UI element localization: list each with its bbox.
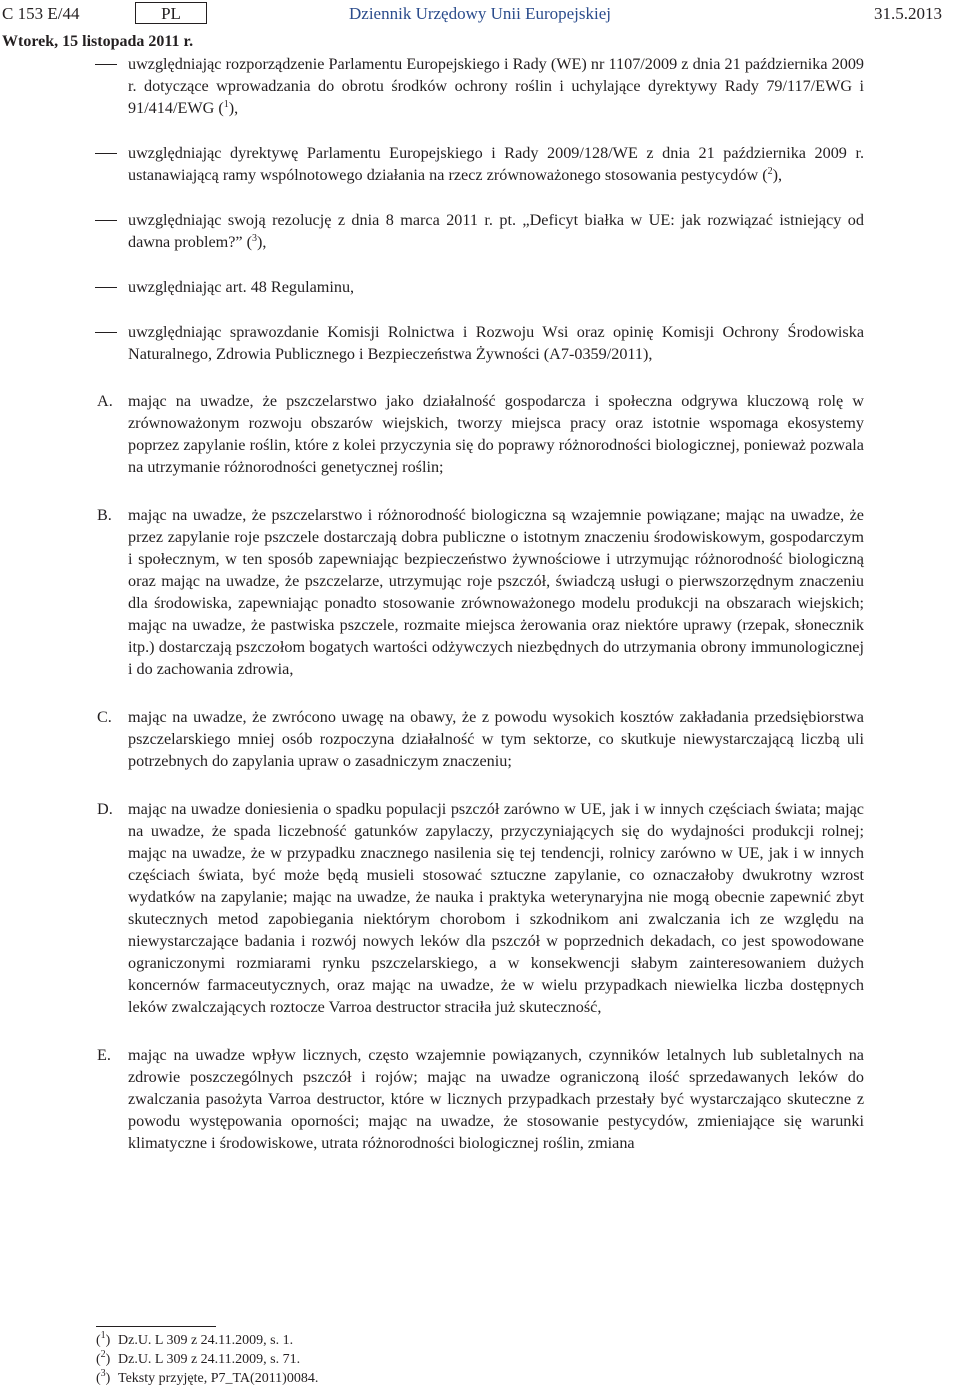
recital-letter: B. [97,506,112,524]
recital-item [97,504,864,680]
recital-letter: C. [97,708,112,726]
footnote-text: Dz.U. L 309 z 24.11.2009, s. 1. [118,1333,294,1348]
language-code: PL [161,4,181,23]
recital-text: mając na uwadze, że pszczelarstwo jako działalność gospodarcza i społeczna odgrywa kluczową rolę w zrównoważonym rozwoju obszarów wiejskich, tworzy miejsca pracy oraz istotnie wspomaga ekosystemy poprzez zapylanie roślin, które z kolei przyczynia się do poprawy różnorodności biologicznej, ponieważ pozwala na utrzymanie różnorodności genetycznej roślin; [128,392,864,476]
dash-marker [95,64,117,65]
footnote-ref: 1 [223,99,229,110]
footnote-ref: 3 [252,233,258,244]
recital-item [97,1044,864,1154]
dash-marker [95,287,117,288]
citation-item: uwzględniając dyrektywę Parlamentu Europejskiego i Rady 2009/128/WE z dnia 21 października 2009 r. ustanawiającą ramy wspólnotowego działania na rzecz zrównoważonego stosowania pestycydów ($^2$), [128,142,864,186]
sitting-date: Wtorek, 15 listopada 2011 r. [2,33,194,50]
dash-marker [95,332,117,333]
journal-title: Dziennik Urzędowy Unii Europejskiej [349,4,612,23]
page-header [0,2,960,28]
citation-item: uwzględniając swoją rezolucję z dnia 8 marca 2011 r. pt. „Deficyt białka w UE: jak rozwiązać istniejący od dawna problem?” ($^3$), [128,209,864,253]
footnote-text: Dz.U. L 309 z 24.11.2009, s. 71. [118,1352,301,1367]
citation-item: uwzględniając sprawozdanie Komisji Rolnictwa i Rozwoju Wsi oraz opinię Komisji Ochrony Środowiska Naturalnego, Zdrowia Publicznego i Bezpieczeństwa Żywności (A7-0359/2011), [128,321,864,365]
page-reference: C 153 E/44 [2,4,80,23]
footnote-ref: 2 [767,166,773,177]
recital-item [97,706,864,772]
recital-letter: A. [97,392,113,410]
recital-text: mając na uwadze doniesienia o spadku populacji pszczół zarówno w UE, jak i w innych częściach świata; mając na uwadze, że spada liczebność gatunków zapylaczy, przyczyniających się do wydajności produkcji rolnej; mając na uwadze, że w przypadku znacznego nasilenia się tej tendencji, rolnicy zarówno w UE, jak i w innych częściach świata, być może będą musieli stosować sztuczne zapylanie, co oznaczałoby dwukrotny wzrost wydatków na zapylanie; mając na uwadze, że nauka i praktyka weterynaryjna nie mogą obecnie zapewnić zbyt skutecznych metod zapobiegania niektórym chorobom i szkodnikom ani zwalczania ich ze względu na niewystarczające badania i rozwój nowych leków dla pszczół w poprzednich dekadach, co jest spowodowane ograniczonymi rozmiarami rynku pszczelarskiego, a w konsekwencji słabym zainteresowaniem dużych koncernów farmaceutycznych, oraz mając na uwadze, że w wielu przypadkach niewielka liczba dostępnych leków zwalczających roztocze Varroa destructor straciła już skuteczność, [128,800,864,1016]
citation-item: uwzględniając rozporządzenie Parlamentu Europejskiego i Rady (WE) nr 1107/2009 z dnia 21 października 2009 r. dotyczące wprowadzania do obrotu środków ochrony roślin i uchylające dyrektywy Rady 79/117/EWG i 91/414/EWG ($^1$), [128,53,864,119]
footnote-separator [96,1326,216,1327]
dash-marker [95,153,117,154]
recital-text: mając na uwadze, że zwrócono uwagę na obawy, że z powodu wysokich kosztów zakładania przedsiębiorstwa pszczelarskiego mniej osób rozpoczyna działalność w tym sektorze, co skutkuje niewystarczającą liczbą uli potrzebnych do zapylania upraw o zasadniczym znaczeniu; [128,708,864,770]
footnote-number: 3 [100,1368,106,1379]
recital-letter: D. [97,800,113,818]
recital-item [97,390,864,478]
recital-item [97,798,864,1018]
recital-text: mając na uwadze wpływ licznych, często wzajemnie powiązanych, czynników letalnych lub subletalnych na zdrowie poszczególnych pszczół i rojów; mając na uwadze ograniczoną ilość sprzedawanych leków do zwalczania pasożyta Varroa destructor, które w licznych przypadkach przestały być wystarczająco skuteczne z powodu występowania oporności; mając na uwadze, że stosowanie pestycydów, zmieniające się warunki klimatyczne i środowiskowe, utrata różnorodności biologicznej roślin, zmiana [128,1046,864,1152]
recital-letter: E. [97,1046,111,1064]
language-badge [135,2,207,24]
citation-item: uwzględniając art. 48 Regulaminu, [128,276,864,298]
footnote-number: 1 [100,1330,106,1341]
dash-marker [95,220,117,221]
footnote-number: 2 [100,1349,106,1360]
recital-text: mając na uwadze, że pszczelarstwo i różnorodność biologiczna są wzajemnie powiązane; mając na uwadze, że przez zapylanie roje pszczele dostarczają dobra publiczne o istotnym znaczeniu środowiskowym, gospodarczym i społecznym, w ten sposób zapewniając bezpieczeństwo żywnościowe i utrzymując różnorodność biologiczną oraz mając na uwadze, że pszczelarze, utrzymując roje pszczół, świadczą usługi o pierwszorzędnym znaczeniu dla środowiska, zapewniając ponadto stosowanie zrównoważonego modelu produkcji na obszarach wiejskich; mając na uwadze, że pastwiska pszczele, rozmaite miejsca żerowania oraz niektóre uprawy (rzepak, słonecznik itp.) dostarczają pszczołom bogatych wartości odżywczych niezbędnych do utrzymania obrony immunologicznej i do zachowania zdrowia, [128,506,864,678]
document-body [0,53,960,1154]
footnote-text: Teksty przyjęte, P7_TA(2011)0084. [118,1371,319,1386]
publication-date: 31.5.2013 [874,4,942,23]
